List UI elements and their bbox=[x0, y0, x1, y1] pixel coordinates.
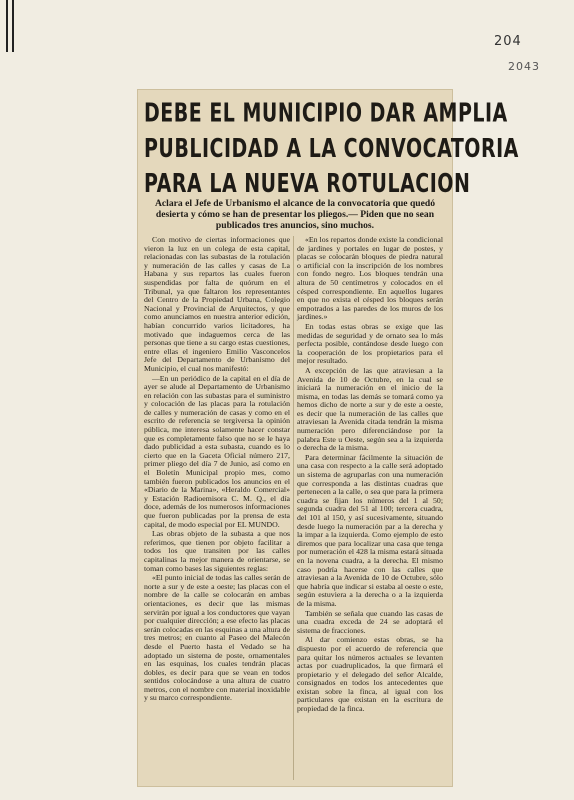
paragraph: A excepción de las que atraviesan a la Avenida de 10 de Octubre, en la cual se iniciará la numeración en el inicio de la misma, en todas las demás se tomará como ya hemos dicho de norte a sur y de este a oeste, es decir que la numeración de las calles que atraviesan la Avenida citada tendrán la misma numeración pero diferenciándose por la palabra Este u Oeste, según sea a la izquierda o derecha de la misma. bbox=[297, 365, 443, 453]
paragraph: Las obras objeto de la subasta a que nos referimos, que tienen por objeto facilitar a todos los que transiten por las calles capitalinas la mejor manera de orientarse, se toman como bases las siguientes reglas: bbox=[144, 529, 290, 573]
headline bbox=[144, 96, 519, 201]
paragraph: «El punto inicial de todas las calles serán de norte a sur y de este a oeste; las placas con el nombre de la calle se colocarán en ambas orientaciones, es decir que las mismas servirán por igual a los conductores que vayan por cualquier dirección; a ese efecto las placas serán colocadas en las esquinas a una altura de tres metros; en cuanto al Paseo del Malecón desde el Puerto hasta el Vedado se ha adoptado un sistema de poste, ornamentales en las esquinas, los cuales tendrán placas dobles, es decir para que se vean en todos sentidos colocándose a una altura de cuatro metros, con el nombre con material inoxidable y su marco correspondiente. bbox=[144, 573, 290, 703]
article-column-2 bbox=[297, 236, 443, 782]
paragraph: —En un periódico de la capital en el día de ayer se alude al Departamento de Urbanismo en relación con las subastas para el suministro y colocación de las placas para la rotulación de calles y numeración de casas y como en el escrito de referencia se tergiversa la opinión pública, me interesa solamente hacer constar que es completamente falso que no se le haya dado publicidad a esta subasta, cuando es lo cierto que en la Gaceta Oficial número 217, primer pliego del día 7 de Junio, así como en el Boletín Municipal propio mes, como también fueron publicados los anuncios en el «Diario de la Marina», «Heraldo Comercial» y Estación Radioemisora C. M. Q., el día doce, además de los numerosos informaciones que fueron publicadas por la prensa de esta capital, de modo especial por EL MUNDO. bbox=[144, 373, 290, 529]
paragraph: En todas estas obras se exige que las medidas de seguridad y de ornato sea lo más perfecta posible, contándose desde luego con la cooperación de los propietarios para el mejor resultado. bbox=[297, 321, 443, 366]
subheadline: Aclara el Jefe de Urbanismo el alcance de la convocatoria que quedó desierta y cómo se han de presentar los pliegos.— Piden que no sean publicados tres anuncios, sino muchos. bbox=[154, 198, 436, 231]
page-number-old: 2043 bbox=[508, 60, 540, 73]
paragraph: Con motivo de ciertas informaciones que vieron la luz en un colega de esta capital, relacionadas con las subastas de la rotulación y numeración de las calles y casas de La Habana y sus repartos las cuales fueron suspendidas por falta de quórum en el Tribunal, ya que faltaron los representantes del Centro de la Propiedad Urbana, Colegio Nacional y Provincial de Arquitectos, y que como anunciamos en nuestra anterior edición, habían concurrido varios licitadores, ha motivado que indaguemos cerca de las personas que tiene a su cargo estas cuestiones, entre ellas el ingeniero Emilio Vasconcelos Jefe del Departamento de Urbanismo del Municipio, el cual nos manifestó: bbox=[144, 235, 290, 373]
headline-line-2: PUBLICIDAD A LA CONVOCATORIA bbox=[144, 133, 519, 164]
paragraph: Al dar comienzo estas obras, se ha dispuesto por el acuerdo de referencia que para quitar los números actuales se levanten actas por cuadruplicados, la que firmará el propietario y el delegado del señor Alcalde, consignados en todos los antecedentes que existan sobre la finca, al igual con los particulares que existan en la escritura de propiedad de la finca. bbox=[297, 635, 443, 714]
headline-line-1: DEBE EL MUNICIPIO DAR AMPLIA bbox=[144, 98, 508, 129]
paragraph: «En los repartos donde existe la condicional de jardines y portales en lugar de postes, y placas se colocarán bloques de piedra natural o artificial con la inscripción de los nombres con fondo negro. Los bloques tendrán una altura de 50 centímetros y colocados en el césped correspondiente. En aquellos lugares en que no exista el césped los bloques serán empotrados a las paredes de los muros de los jardines.» bbox=[297, 235, 443, 322]
article-column-1 bbox=[144, 236, 290, 782]
headline-line-3: PARA LA NUEVA ROTULACION bbox=[144, 168, 471, 199]
column-divider bbox=[293, 236, 294, 780]
binder-marks bbox=[6, 0, 16, 60]
paragraph: También se señala que cuando las casas de una cuadra exceda de 24 se adoptará el sistema de fracciones. bbox=[297, 608, 443, 635]
page-number: 204 bbox=[494, 34, 522, 49]
paragraph: Para determinar fácilmente la situación de una casa con respecto a la calle será adoptado un sistema de agruparlas con una numeración que corresponda a las distintas cuadras que pertenecen a la calle, o sea que para la primera cuadra se fijan los números del 1 al 50; segunda cuadra del 51 al 100; tercera cuadra, del 101 al 150, y así sucesivamente, situando desde luego la numeración par a la derecha y la impar a la izquierda. Como ejemplo de esto diremos que para localizar una casa que tenga por numeración el 428 la misma estará situada en la novena cuadra, a la derecha. El mismo caso podría hacerse con las calles que atraviesan a la Avenida de 10 de Octubre, sólo que habría que indicar si estaba al oeste o este, según estuviera a la derecha o a la izquierda de la misma. bbox=[297, 452, 443, 608]
newspaper-clipping bbox=[138, 90, 519, 786]
